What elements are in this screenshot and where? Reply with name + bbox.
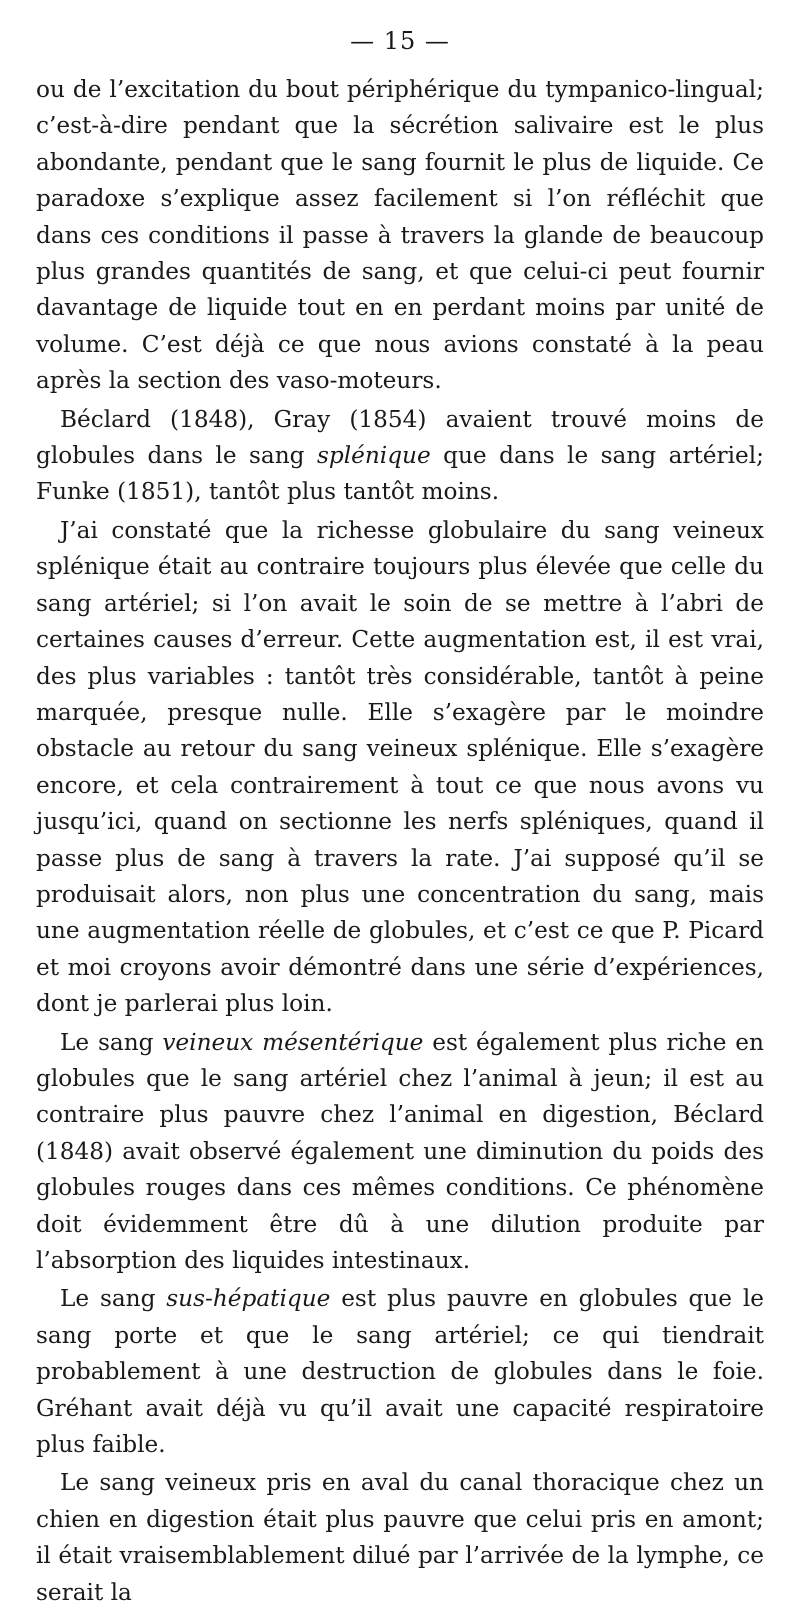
text-run: que dans le sang artériel; Funke (1851), tantôt plus tantôt moins. (36, 442, 764, 506)
paragraph (36, 402, 764, 511)
paragraph (36, 1025, 764, 1280)
text-run: Le sang (60, 1028, 163, 1056)
italic-term: sus-hépatique (166, 1285, 331, 1313)
text-run: Béclard (1848), Gray (1854) avaient trouvé moins de globules dans le sang (36, 405, 764, 470)
italic-term: veineux mésentérique (162, 1028, 424, 1056)
italic-term: splénique (316, 442, 431, 470)
text-run: est également plus riche en globules que le sang artériel chez l’animal à jeun; il est au contraire plus pauvre chez l’animal en digestion, Béclard (1848) avait observé également une diminution du poids des globules rouges dans ces mêmes conditions. Ce phénomène doit évidemment être dû à une dilution produite par l’absorption des liquides intestinaux. (36, 1028, 764, 1274)
paragraph (36, 513, 764, 1023)
page-number: — 15 — (350, 27, 450, 55)
text-run: Le sang (60, 1285, 167, 1313)
paragraph (36, 72, 764, 400)
text-run: est plus pauvre en globules que le sang porte et que le sang artériel; ce qui tiendrait probablement à une destruction de globules dans le foie. Gréhant avait déjà vu qu’il avait une capacité respiratoire plus faible. (36, 1285, 764, 1459)
text-run: ou de l’excitation du bout périphérique du tympanico-lingual; c’est-à-dire pendant que la sécrétion salivaire est le plus abondante, pendant que le sang fournit le plus de liquide. Ce paradoxe s’explique assez facilement si l’on réfléchit que dans ces conditions il passe à travers la glande de beaucoup plus grandes quantités de sang, et que celui-ci peut fournir davantage de liquide tout en en perdant moins par unité de volume. C’est déjà ce que nous avions constaté à la peau après la section des vaso-moteurs. (36, 76, 764, 395)
text-run: Le sang veineux pris en aval du canal thoracique chez un chien en digestion était plus pauvre que celui pris en amont; il était vraisemblablement dilué par l’arrivée de la lymphe, ce serait la (36, 1469, 764, 1606)
text-run: J’ai constaté que la richesse globulaire du sang veineux splénique était au contraire toujours plus élevée que celle du sang artériel; si l’on avait le soin de se mettre à l’abri de certaines causes d’erreur. Cette augmentation est, il est vrai, des plus variables : tantôt très considérable, tantôt à peine marquée, presque nulle. Elle s’exagère par le moindre obstacle au retour du sang veineux splénique. Elle s’exagère encore, et cela contrairement à tout ce que nous avons vu jusqu’ici, quand on sectionne les nerfs spléniques, quand il passe plus de sang à travers la rate. J’ai supposé qu’il se produisait alors, non plus une concentration du sang, mais une augmentation réelle de globules, et c’est ce que P. Picard et moi croyons avoir démontré dans une série d’expériences, dont je parlerai plus loin. (36, 516, 764, 1018)
body-text (36, 72, 764, 1611)
paragraph (36, 1465, 764, 1611)
paragraph (36, 1281, 764, 1463)
